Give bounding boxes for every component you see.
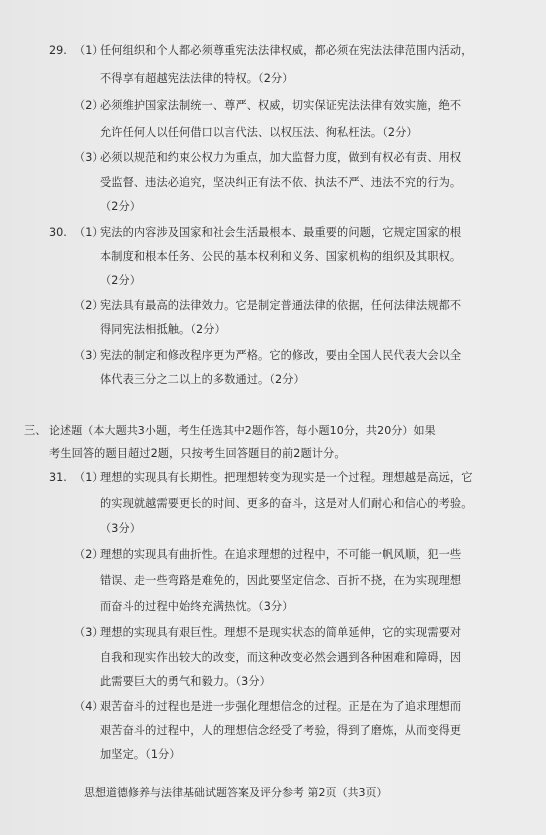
q31-item-4-line-2: 艰苦奋斗的过程中，人的理想信念经受了考验，得到了磨炼，从而变得更 (100, 724, 462, 737)
page-footer: 思想道德修养与法律基础试题答案及评分参考 第2页（共3页） (84, 786, 388, 799)
q31-item-2-line-1: 理想的实现具有曲折性。在追求理想的过程中，不可能一帆风顺，犯一些 (100, 548, 462, 561)
q29-item-1-line-1: 任何组织和个人都必须尊重宪法法律权威，都必须在宪法法律范围内活动， (100, 44, 473, 57)
q30-item-3-line-2: 体代表三分之二以上的多数通过。（2分） (100, 373, 305, 386)
section-3-label: 三、 (24, 424, 47, 437)
q30-item-3-label: （3） (74, 349, 104, 362)
q31-item-4-label: （4） (74, 700, 104, 713)
q29-item-1-label: （1） (74, 44, 104, 57)
q31-item-4-line-3: 加坚定。（1分） (100, 748, 181, 761)
q31-item-4-line-1: 艰苦奋斗的过程也是进一步强化理想信念的过程。正是在为了追求理想而 (100, 700, 462, 713)
q30-item-1-label: （1） (74, 226, 104, 239)
q30-item-1-line-3: （2分） (100, 274, 142, 287)
q30-item-2-line-1: 宪法具有最高的法律效力。它是制定普通法律的依据，任何法律法规都不 (100, 299, 462, 312)
q31-item-1-line-2: 的实现就越需要更长的时间、更多的奋斗，这是对人们耐心和信心的考验。 (100, 497, 473, 510)
q30-item-1-line-2: 本制度和根本任务、公民的基本权利和义务、国家机构的组织及其职权。 (100, 250, 462, 263)
q31-item-2-label: （2） (74, 548, 104, 561)
q29-item-3-line-1: 必须以规范和约束公权力为重点，加大监督力度，做到有权必有责、用权 (100, 151, 462, 164)
q31-item-3-line-3: 此需要巨大的勇气和毅力。（3分） (100, 675, 271, 688)
q29-item-2-line-1: 必须维护国家法制统一、尊严、权威，切实保证宪法法律有效实施，绝不 (100, 99, 462, 112)
q31-item-1-line-1: 理想的实现具有长期性。把理想转变为现实是一个过程。理想越是高远，它 (100, 471, 473, 484)
q29-item-2-line-2: 允许任何人以任何借口以言代法、以权压法、徇私枉法。（2分） (100, 126, 418, 139)
q31-item-1-label: （1） (74, 471, 104, 484)
q31-item-2-line-2: 错误、走一些弯路是难免的，因此要坚定信念、百折不挠，在为实现理想 (100, 574, 462, 587)
section-3-instructions-line-2: 考生回答的题目超过2题，只按考生回答题目的前2题计分。 (49, 447, 346, 460)
q30-item-3-line-1: 宪法的制定和修改程序更为严格。它的修改，要由全国人民代表大会以全 (100, 349, 462, 362)
q31-item-3-line-1: 理想的实现具有艰巨性。理想不是现实状态的简单延伸，它的实现需要对 (100, 626, 462, 639)
q29-item-3-label: （3） (74, 151, 104, 164)
q31-item-3-label: （3） (74, 626, 104, 639)
q29-number: 29. (49, 44, 67, 57)
q31-item-3-line-2: 自我和现实作出较大的改变，而这种改变必然会遇到各种困难和障碍，因 (100, 651, 462, 664)
q30-item-2-line-2: 得同宪法相抵触。（2分） (100, 323, 226, 336)
q31-item-2-line-3: 而奋斗的过程中始终充满热忱。（3分） (100, 600, 294, 613)
section-3-instructions-line-1: 论述题（本大题共3小题，考生任选其中2题作答，每小题10分，共20分）如果 (49, 424, 436, 437)
q31-number: 31. (49, 471, 67, 484)
q29-item-3-line-2: 受监督、违法必追究，坚决纠正有法不依、执法不严、违法不究的行为。 (100, 176, 462, 189)
q30-item-2-label: （2） (74, 299, 104, 312)
q29-item-3-line-3: （2分） (100, 200, 142, 213)
q31-item-1-line-3: （3分） (100, 522, 142, 535)
q29-item-2-label: （2） (74, 99, 104, 112)
q30-number: 30. (49, 226, 67, 239)
q30-item-1-line-1: 宪法的内容涉及国家和社会生活最根本、最重要的问题，它规定国家的根 (100, 226, 462, 239)
q29-item-1-line-2: 不得享有超越宪法法律的特权。（2分） (100, 72, 294, 85)
